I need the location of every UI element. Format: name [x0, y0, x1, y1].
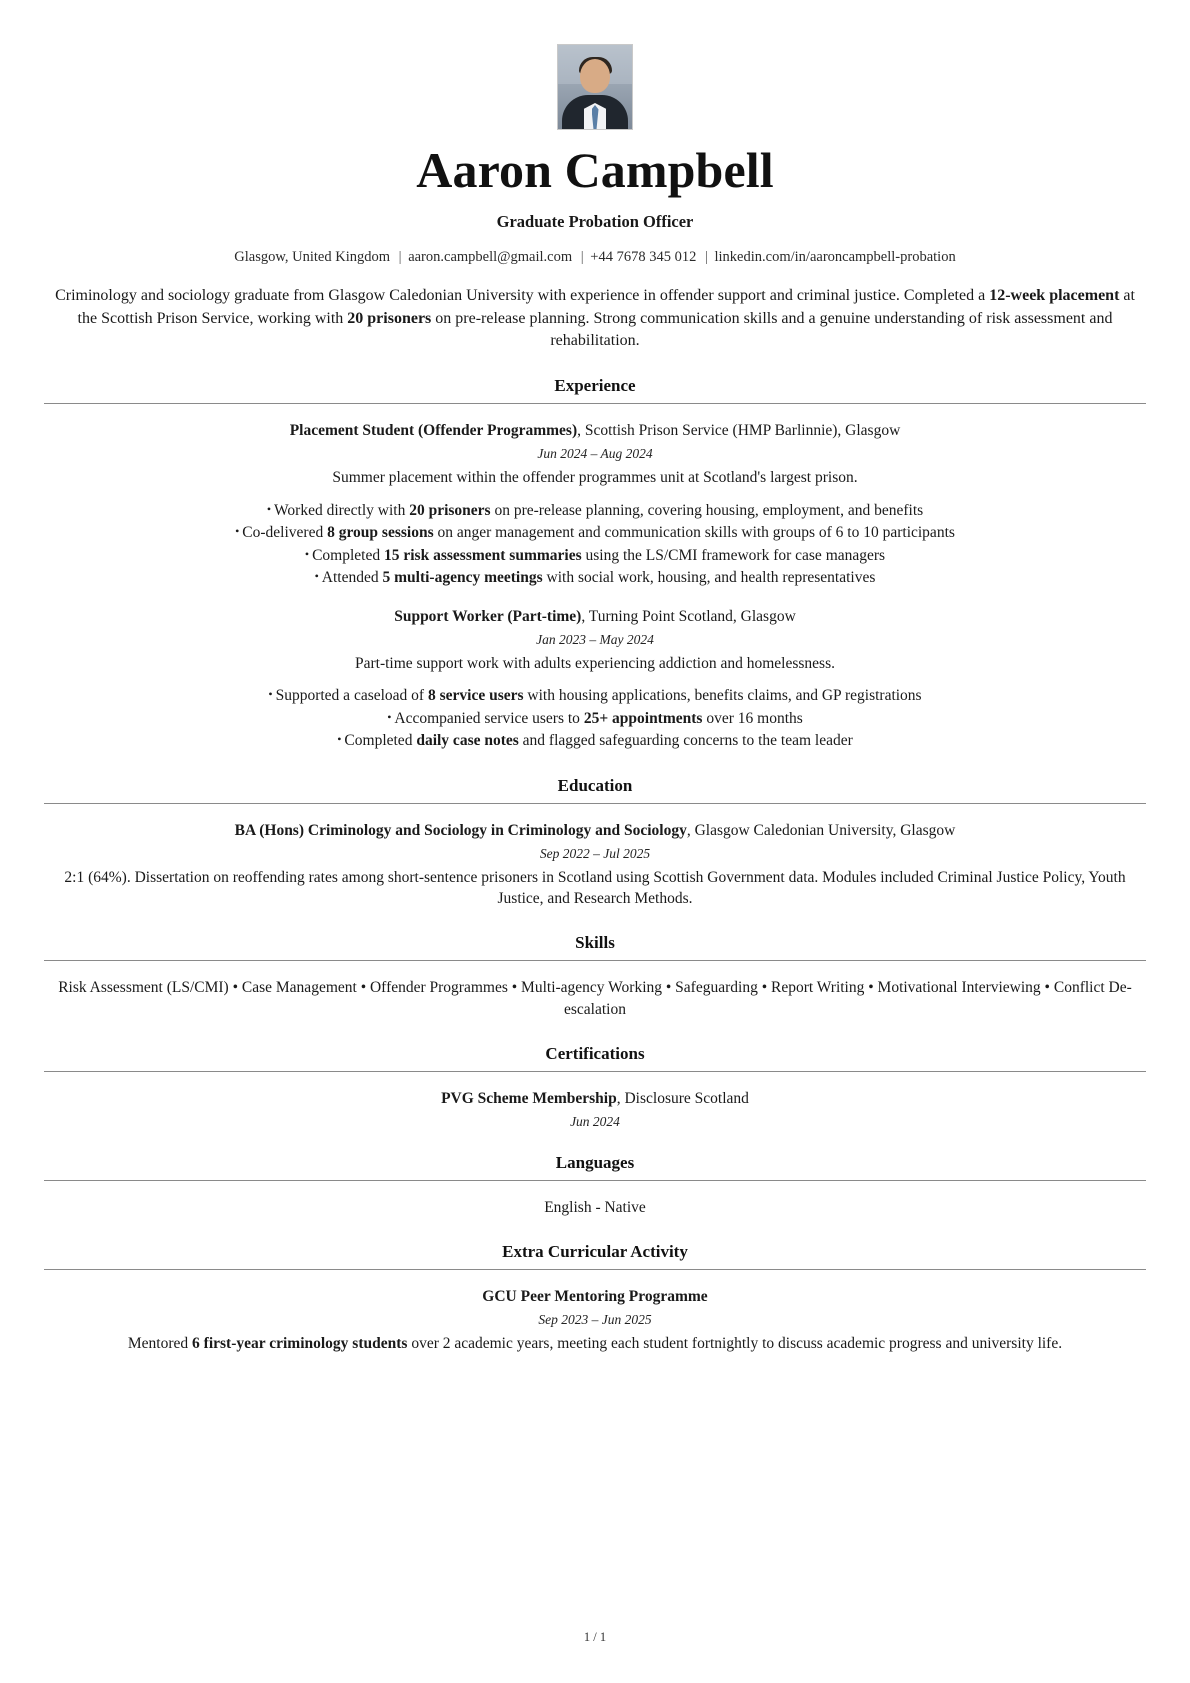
entry-organisation: , Glasgow Caledonian University, Glasgow	[686, 821, 956, 839]
emphasis-text: 20 prisoners	[409, 501, 491, 519]
section-title-languages: Languages	[555, 1152, 635, 1172]
bullet-dot-icon: •	[304, 546, 310, 561]
section-title-extra-curricular: Extra Curricular Activity	[502, 1241, 688, 1261]
body-text: Co-delivered	[242, 524, 328, 542]
body-text: Mentored	[127, 1334, 193, 1352]
section-experience	[44, 376, 1146, 753]
entry	[44, 821, 1146, 910]
emphasis-text: 8 service users	[427, 687, 524, 705]
entry	[44, 421, 1146, 589]
body-text: over 16 months	[702, 709, 803, 727]
contact-linkedin[interactable]: linkedin.com/in/aaroncampbell-probation	[714, 249, 956, 265]
page-indicator: 1 / 1	[583, 1630, 607, 1644]
section-divider	[44, 803, 1146, 804]
bullet-dot-icon: •	[337, 732, 342, 747]
emphasis-text: 5 multi-agency meetings	[382, 569, 543, 587]
body-text: Accompanied service users to	[394, 709, 584, 727]
skills-list: Risk Assessment (LS/CMI) • Case Management • Offender Programmes • Multi-agency Working • Safeguarding • Report Writing • Motivational Interviewing • Conflict De-escalation	[58, 978, 1132, 1018]
bullet-list	[44, 685, 1146, 752]
section-title-education: Education	[557, 775, 633, 795]
emphasis-text: 15 risk assessment summaries	[384, 546, 582, 564]
bullet-item	[44, 708, 1146, 730]
contact-location: Glasgow, United Kingdom	[234, 249, 391, 265]
photo-head	[580, 59, 610, 93]
entry-title: GCU Peer Mentoring Programme	[482, 1287, 708, 1305]
contact-separator: |	[704, 249, 708, 265]
emphasis-text: 12-week placement	[989, 287, 1120, 304]
bullet-item	[44, 522, 1146, 544]
body-text: Supported a caseload of	[275, 687, 428, 705]
entry-heading	[44, 821, 1146, 842]
entry	[44, 607, 1146, 753]
entry-title: BA (Hons) Criminology and Sociology in Criminology and Sociology	[234, 821, 687, 839]
body-text: with housing applications, benefits claims, and GP registrations	[523, 687, 922, 705]
section-languages	[44, 1153, 1146, 1219]
contact-phone[interactable]: +44 7678 345 012	[590, 249, 697, 265]
entry-title: Placement Student (Offender Programmes)	[289, 422, 578, 440]
body-text: with social work, housing, and health representatives	[542, 569, 876, 587]
contact-separator: |	[398, 249, 402, 265]
entry-title: PVG Scheme Membership	[441, 1089, 617, 1107]
body-text: on pre-release planning. Strong communication skills and a genuine understanding of risk assessment and rehabilitation.	[431, 309, 1113, 350]
sections-container	[44, 376, 1146, 1354]
section-title-certifications: Certifications	[545, 1043, 645, 1063]
emphasis-text: 8 group sessions	[327, 524, 434, 542]
entry-organisation: , Disclosure Scotland	[616, 1089, 749, 1107]
entry-description	[44, 1333, 1146, 1355]
bullet-dot-icon: •	[235, 524, 240, 539]
contact-email[interactable]: aaron.campbell@gmail.com	[408, 249, 573, 265]
entry-dates: Jun 2024	[570, 1113, 620, 1129]
bullet-list	[44, 500, 1146, 590]
entry	[44, 1089, 1146, 1130]
emphasis-text: daily case notes	[416, 732, 519, 750]
entry-description: Part-time support work with adults experiencing addiction and homelessness.	[355, 654, 835, 672]
professional-summary	[44, 285, 1146, 353]
entry-description: 2:1 (64%). Dissertation on reoffending rates among short-sentence prisoners in Scotland using Scottish Government data. Modules included Criminal Justice Policy, Youth Justice, and Research Methods.	[64, 868, 1126, 908]
job-headline: Graduate Probation Officer	[496, 212, 694, 231]
entry-dates: Sep 2022 – Jul 2025	[539, 845, 651, 861]
bullet-dot-icon: •	[266, 501, 272, 516]
entry-dates: Sep 2023 – Jun 2025	[538, 1311, 652, 1327]
bullet-text	[344, 732, 852, 749]
body-text: on anger management and communication skills with groups of 6 to 10 participants	[433, 524, 955, 542]
bullet-text	[242, 524, 955, 541]
bullet-item	[44, 567, 1146, 589]
body-text: Attended	[321, 569, 383, 587]
section-extra-curricular	[44, 1242, 1146, 1355]
bullet-item	[44, 730, 1146, 752]
page-title: Aaron Campbell	[416, 142, 774, 198]
bullet-text	[322, 569, 876, 586]
bullet-text	[312, 547, 885, 564]
contact-separator: |	[580, 249, 584, 265]
body-text: Completed	[312, 546, 384, 564]
body-text: Completed	[344, 732, 417, 750]
emphasis-text: 20 prisoners	[347, 309, 432, 327]
section-education	[44, 776, 1146, 910]
entry-organisation: , Turning Point Scotland, Glasgow	[581, 607, 796, 625]
section-divider	[44, 960, 1146, 961]
bullet-dot-icon: •	[268, 687, 273, 702]
section-title-skills: Skills	[575, 932, 615, 952]
entry-dates: Jan 2023 – May 2024	[536, 631, 654, 647]
languages-list: English - Native	[544, 1198, 646, 1216]
entry-organisation: , Scottish Prison Service (HMP Barlinnie), Glasgow	[577, 422, 901, 440]
section-divider	[44, 403, 1146, 404]
entry-heading	[44, 1089, 1146, 1110]
section-divider	[44, 1071, 1146, 1072]
entry	[44, 1287, 1146, 1355]
bullet-item	[44, 500, 1146, 522]
section-certifications	[44, 1044, 1146, 1130]
bullet-text	[274, 502, 923, 519]
body-text: over 2 academic years, meeting each student fortnightly to discuss academic progress and university life.	[407, 1334, 1063, 1352]
body-text: Worked directly with	[274, 501, 410, 519]
body-text: and flagged safeguarding concerns to the team leader	[518, 732, 853, 750]
section-divider	[44, 1269, 1146, 1270]
bullet-dot-icon: •	[387, 709, 392, 724]
bullet-dot-icon: •	[314, 569, 319, 584]
profile-photo	[557, 44, 633, 130]
emphasis-text: 25+ appointments	[583, 709, 703, 727]
entry-heading	[44, 1287, 1146, 1308]
bullet-text	[276, 687, 922, 704]
entry-heading	[44, 421, 1146, 442]
bullet-text	[394, 710, 802, 727]
body-text: Criminology and sociology graduate from Glasgow Caledonian University with experience in offender support and criminal justice. Completed a	[55, 287, 990, 304]
body-text: using the LS/CMI framework for case managers	[581, 546, 886, 564]
section-divider	[44, 1180, 1146, 1181]
bullet-item	[44, 685, 1146, 707]
body-text: on pre-release planning, covering housing, employment, and benefits	[490, 501, 924, 519]
profile-photo-container	[44, 44, 1146, 130]
contact-line	[44, 249, 1146, 266]
entry-title: Support Worker (Part-time)	[394, 607, 582, 625]
entry-description: Summer placement within the offender programmes unit at Scotland's largest prison.	[332, 469, 858, 487]
entry-heading	[44, 607, 1146, 628]
section-skills	[44, 933, 1146, 1021]
bullet-item	[44, 545, 1146, 567]
emphasis-text: 6 first-year criminology students	[192, 1334, 408, 1352]
body-text: at the Scottish Prison Service, working with	[77, 287, 1135, 327]
section-title-experience: Experience	[554, 376, 636, 396]
entry-dates: Jun 2024 – Aug 2024	[537, 446, 653, 462]
